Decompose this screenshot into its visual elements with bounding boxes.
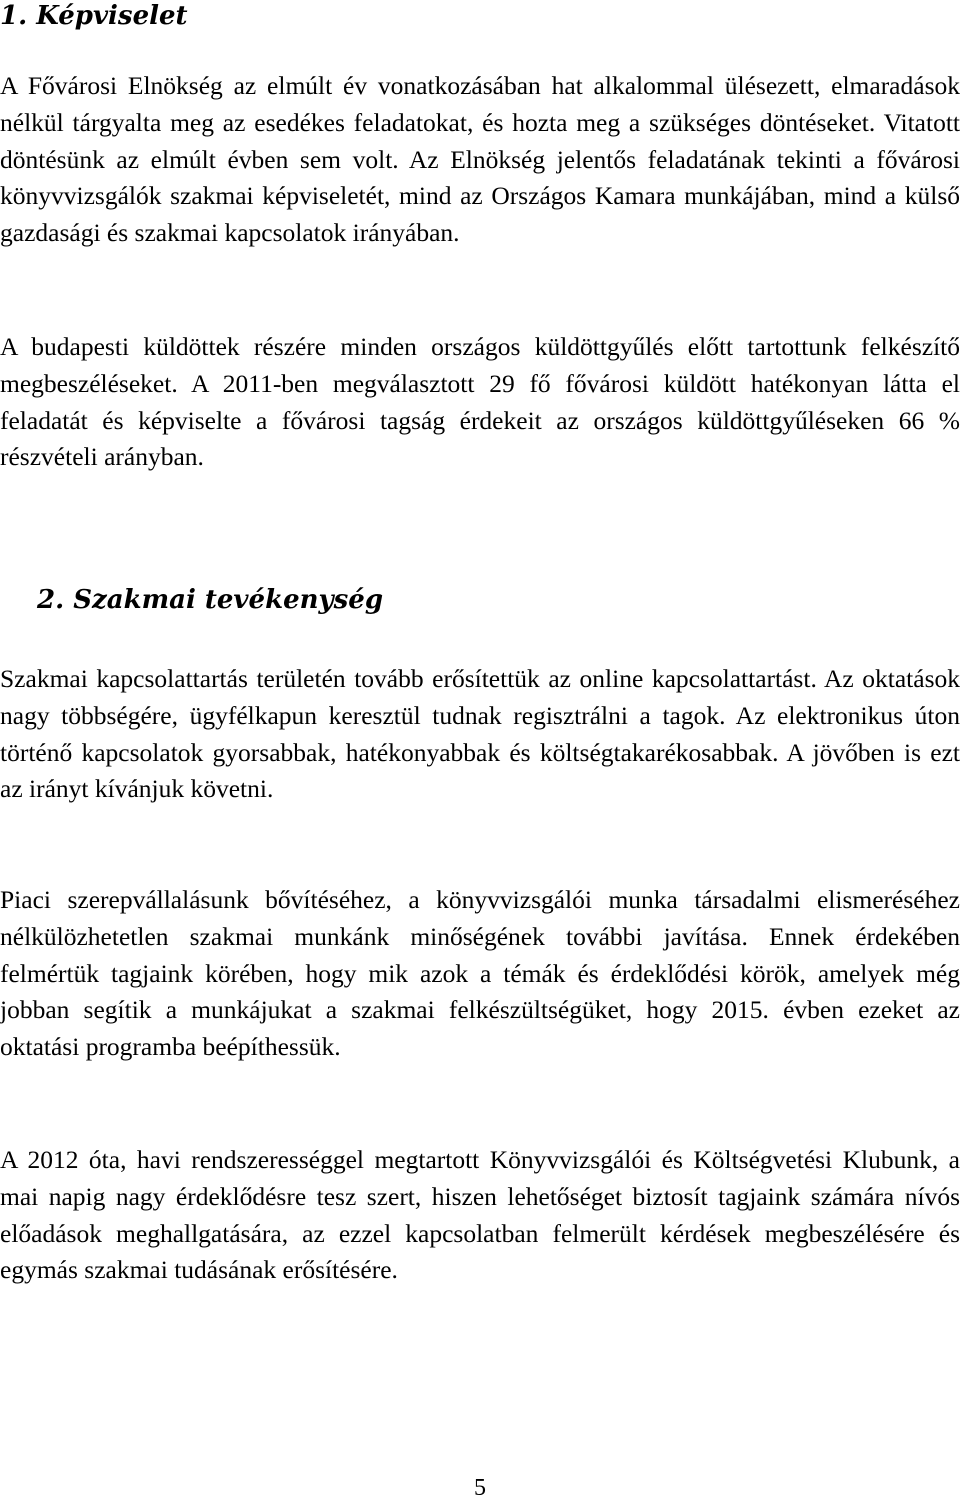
paragraph-kapcsolattartas: Szakmai kapcsolattartás területén tovább erősítettük az online kapcsolattartást. Az oktatások nagy többségére, ügyfélkapun keresztül tudnak regisztrálni a tagok. Az elektronikus úton történő kapcsolatok gyorsabbak, hatékonyabbak és költségtakarékosabbak. A jövőben is ezt az irányt kívánjuk követni. (0, 664, 960, 804)
page-number: 5 (474, 1475, 486, 1501)
paragraph-klub: A 2012 óta, havi rendszerességgel megtartott Könyvvizsgálói és Költségvetési Klubunk, a mai napig nagy érdeklődésre tesz szert, hiszen lehetőséget biztosít tagjaink számára nívós előadások meghallgatására, az ezzel kapcsolatban felmerült kérdések megbeszélésére és egymás szakmai tudásának erősítésére. (0, 1145, 960, 1285)
paragraph-elnokseg: A Fővárosi Elnökség az elmúlt év vonatkozásában hat alkalommal ülésezett, elmaradások nélkül tárgyalta meg az esedékes feladatokat, és hozta meg a szükséges döntéseket. Vitatott döntésünk az elmúlt évben sem volt. Az Elnökség jelentős feladatának tekinti a fővárosi könyvvizsgálók szakmai képviseletét, mind az Országos Kamara munkájában, mind a külső gazdasági és szakmai kapcsolatok irányában. (0, 71, 960, 248)
section-heading-szakmai-tevekenyseg: 2. Szakmai tevékenység (37, 585, 384, 615)
paragraph-kuldottek: A budapesti küldöttek részére minden országos küldöttgyűlés előtt tartottunk felkészítő megbeszéléseket. A 2011-ben megválasztott 29 fő fővárosi küldött hatékonyan látta el feladatát és képviselte a fővárosi tagság érdekeit az országos küldöttgyűléseken 66 % részvételi arányban. (0, 332, 960, 472)
paragraph-piaci-szerepvallalas: Piaci szerepvállalásunk bővítéséhez, a könyvvizsgálói munka társadalmi elismeréséhez nélkülözhetetlen szakmai munkánk minőségének további javítása. Ennek érdekében felmértük tagjaink körében, hogy mik azok a témák és érdeklődési körök, amelyek még jobban segítik a munkájukat a szakmai felkészültségüket, hogy 2015. évben ezeket az oktatási programba beépíthessük. (0, 885, 960, 1062)
section-heading-kepviselet: 1. Képviselet (0, 1, 188, 31)
